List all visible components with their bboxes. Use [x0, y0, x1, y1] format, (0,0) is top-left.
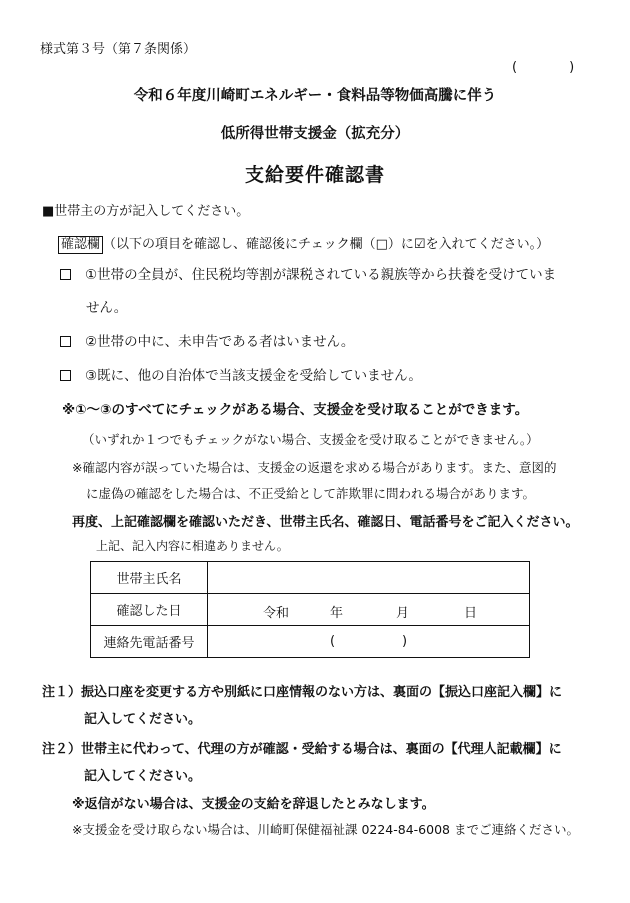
document-title-line1: 令和６年度川崎町エネルギー・食料品等物価高騰に伴う: [133, 88, 497, 104]
phone-field[interactable]: [208, 626, 530, 658]
check-item-2-text: ②世帯の中に、未申告である者はいません。: [85, 334, 355, 350]
check-item-1: [60, 263, 556, 283]
checkbox-item-3[interactable]: [60, 370, 71, 381]
form-number: 様式第３号（第７条関係）: [40, 42, 197, 57]
date-label: 確認した日: [91, 594, 208, 626]
confirm-instruction: （以下の項目を確認し、確認後にチェック欄（□）に☑を入れてください。）: [103, 237, 550, 252]
footnote-1-line-1: 注１）振込口座を変更する方や別紙に口座情報のない方は、裏面の【振込口座記入欄】に: [42, 685, 563, 700]
table-row-date: [91, 594, 530, 626]
document-title-main: 支給要件確認書: [244, 164, 385, 186]
checkbox-item-2[interactable]: [60, 336, 71, 347]
check-item-1-continued: せん。: [86, 300, 128, 316]
date-era: 令和: [263, 606, 290, 621]
applicant-info-table: [90, 561, 530, 658]
phone-label: 連絡先電話番号: [91, 626, 208, 658]
confirm-label: 確認欄: [58, 236, 103, 254]
section-heading: ■世帯主の方が記入してください。: [42, 204, 250, 219]
decline-contact-note: ※支援金を受け取らない場合は、川崎町保健福祉課 0224-84-6008 までご連絡ください。: [72, 822, 579, 837]
affirmation-text: 上記、記入内容に相違ありません。: [96, 539, 289, 553]
confirm-instruction-line: [58, 233, 549, 254]
table-row-name: [91, 562, 530, 594]
name-label: 世帯主氏名: [91, 562, 208, 594]
reconfirm-instruction: 再度、上記確認欄を確認いただき、世帯主氏名、確認日、電話番号をご記入ください。: [72, 515, 579, 530]
warning-line-1: ※確認内容が誤っていた場合は、支援金の返還を求める場合があります。また、意図的: [72, 460, 557, 475]
top-parenthesis-field: ( ): [512, 60, 575, 75]
date-year-unit: 年: [330, 606, 344, 621]
no-reply-note: ※返信がない場合は、支援金の支給を辞退したとみなします。: [72, 797, 435, 812]
phone-paren-open: (: [330, 634, 336, 649]
name-field[interactable]: [208, 562, 530, 594]
footnote-1-line-2: 記入してください。: [84, 712, 202, 727]
phone-paren-close: ): [402, 634, 408, 649]
date-day-unit: 日: [464, 606, 478, 621]
note-all-checked: ※①～③のすべてにチェックがある場合、支援金を受け取ることができます。: [62, 402, 529, 418]
check-item-1-text: ①世帯の全員が、住民税均等割が課税されている親族等から扶養を受けていま: [85, 267, 557, 283]
check-item-3: [60, 364, 422, 384]
document-title-line2: 低所得世帯支援金（拡充分）: [220, 126, 410, 142]
check-item-2: [60, 330, 354, 350]
date-field[interactable]: [208, 594, 530, 626]
table-row-phone: [91, 626, 530, 658]
check-item-3-text: ③既に、他の自治体で当該支援金を受給していません。: [85, 368, 422, 384]
footnote-2-line-1: 注２）世帯主に代わって、代理の方が確認・受給する場合は、裏面の【代理人記載欄】に: [42, 742, 562, 757]
note-none-checked: （いずれか１つでもチェックがない場合、支援金を受け取ることができません。）: [82, 432, 539, 447]
checkbox-item-1[interactable]: [60, 269, 71, 280]
warning-line-2: に虚偽の確認をした場合は、不正受給として詐欺罪に問われる場合があります。: [86, 486, 536, 501]
date-month-unit: 月: [396, 606, 410, 621]
footnote-2-line-2: 記入してください。: [84, 769, 202, 784]
